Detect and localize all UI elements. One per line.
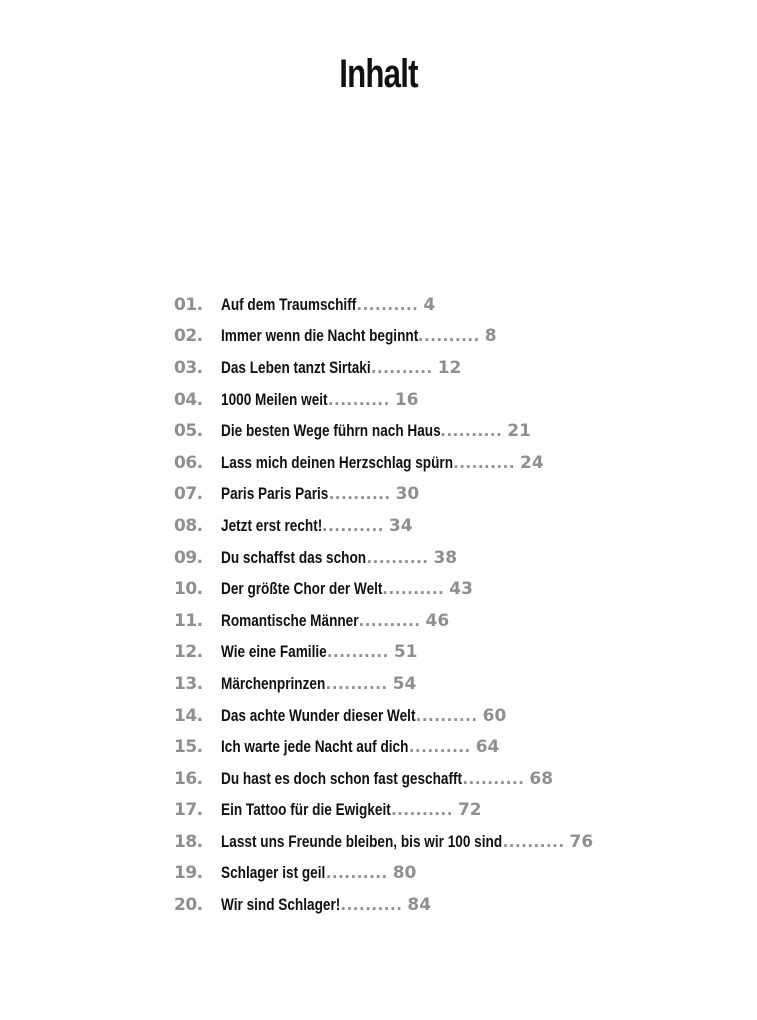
chapter-number: 20. xyxy=(174,895,203,916)
chapter-number: 07. xyxy=(174,484,203,505)
leader-dots: .......... xyxy=(382,580,445,599)
page-number: 4 xyxy=(423,294,436,315)
chapter-title: Du schaffst das schon xyxy=(221,547,367,567)
chapter-title: Ein Tattoo für die Ewigkeit xyxy=(221,800,391,820)
chapter-number: 01. xyxy=(174,294,203,315)
toc-entry-line xyxy=(221,579,473,599)
chapter-number: 03. xyxy=(174,357,203,378)
toc-entry-line xyxy=(221,453,544,473)
page-title: Inhalt xyxy=(339,52,418,96)
leader-dots: .......... xyxy=(358,611,421,630)
toc-entry-line xyxy=(221,737,499,757)
leader-dots: .......... xyxy=(340,896,403,915)
page-number: 64 xyxy=(475,737,500,758)
leader-dots: .......... xyxy=(356,295,419,314)
chapter-title: Ich warte jede Nacht auf dich xyxy=(221,737,409,757)
leader-dots: .......... xyxy=(502,832,565,851)
toc-entry xyxy=(174,510,593,542)
chapter-title: Wir sind Schlager! xyxy=(221,895,341,915)
leader-dots: .......... xyxy=(328,485,391,504)
page-number: 38 xyxy=(433,547,458,568)
chapter-title: Schlager ist geil xyxy=(221,863,326,883)
toc-entry xyxy=(174,795,593,827)
toc-entry-line xyxy=(221,421,531,441)
chapter-number: 13. xyxy=(174,673,203,694)
chapter-title: Lass mich deinen Herzschlag spürn xyxy=(221,452,454,472)
toc-entry xyxy=(174,763,593,795)
chapter-number: 05. xyxy=(174,421,203,442)
chapter-title: Immer wenn die Nacht beginnt xyxy=(221,326,419,346)
page-number: 54 xyxy=(392,673,417,694)
toc-entry-line xyxy=(221,516,413,536)
leader-dots: .......... xyxy=(370,358,433,377)
toc-entry xyxy=(174,321,593,353)
chapter-title: Jetzt erst recht! xyxy=(221,515,323,535)
chapter-title: Das achte Wunder dieser Welt xyxy=(221,705,416,725)
toc-entry-line xyxy=(221,863,416,883)
leader-dots: .......... xyxy=(326,643,389,662)
chapter-number: 15. xyxy=(174,737,203,758)
toc-entry-line xyxy=(221,800,482,820)
page-number: 80 xyxy=(392,863,417,884)
page-number: 43 xyxy=(449,579,473,600)
toc-entry-line xyxy=(221,358,461,378)
leader-dots: .......... xyxy=(327,390,390,409)
chapter-number: 08. xyxy=(174,515,203,536)
chapter-number: 16. xyxy=(174,768,203,789)
toc-entry xyxy=(174,605,593,637)
chapter-number: 18. xyxy=(174,831,203,852)
toc-entry-line xyxy=(221,484,419,504)
leader-dots: .......... xyxy=(366,548,429,567)
toc-entry xyxy=(174,889,593,921)
toc-entry-line xyxy=(221,295,435,315)
table-of-contents xyxy=(174,289,593,921)
leader-dots: .......... xyxy=(417,327,480,346)
chapter-title: Lasst uns Freunde bleiben, bis wir 100 sind xyxy=(221,831,503,851)
leader-dots: .......... xyxy=(321,516,384,535)
chapter-number: 10. xyxy=(174,579,203,600)
chapter-title: Paris Paris Paris xyxy=(221,484,329,504)
toc-entry xyxy=(174,826,593,858)
toc-entry xyxy=(174,668,593,700)
toc-entry-line xyxy=(221,548,457,568)
toc-entry xyxy=(174,573,593,605)
chapter-title: Wie eine Familie xyxy=(221,642,327,662)
page-number: 16 xyxy=(394,389,419,410)
page-number: 21 xyxy=(507,421,531,442)
chapter-number: 17. xyxy=(174,800,203,821)
chapter-number: 19. xyxy=(174,863,203,884)
page-number: 51 xyxy=(393,642,418,663)
leader-dots: .......... xyxy=(325,674,388,693)
chapter-title: Auf dem Traumschiff xyxy=(221,294,357,314)
toc-entry xyxy=(174,415,593,447)
page-number: 84 xyxy=(407,895,432,916)
toc-entry xyxy=(174,352,593,384)
page-number: 34 xyxy=(388,515,413,536)
toc-entry xyxy=(174,447,593,479)
chapter-number: 04. xyxy=(174,389,203,410)
chapter-title: Romantische Männer xyxy=(221,610,359,630)
page-number: 68 xyxy=(529,768,554,789)
page-number: 30 xyxy=(395,484,420,505)
leader-dots: .......... xyxy=(390,801,453,820)
page-number: 72 xyxy=(457,800,482,821)
page-number: 46 xyxy=(425,610,450,631)
chapter-title: Märchenprinzen xyxy=(221,673,326,693)
toc-entry-line xyxy=(221,706,506,726)
page-number: 24 xyxy=(520,452,544,473)
toc-entry xyxy=(174,700,593,732)
chapter-title: Das Leben tanzt Sirtaki xyxy=(221,357,371,377)
toc-entry-line xyxy=(221,769,553,789)
leader-dots: .......... xyxy=(325,864,388,883)
leader-dots: .......... xyxy=(453,453,516,472)
chapter-title: Die besten Wege führn nach Haus xyxy=(221,421,441,441)
toc-entry-line xyxy=(221,674,416,694)
leader-dots: .......... xyxy=(415,706,478,725)
page-number: 12 xyxy=(437,357,462,378)
toc-entry xyxy=(174,479,593,511)
toc-entry-line xyxy=(221,390,418,410)
toc-entry-line xyxy=(221,642,417,662)
toc-entry xyxy=(174,289,593,321)
toc-entry xyxy=(174,637,593,669)
toc-entry-line xyxy=(221,895,431,915)
toc-entry xyxy=(174,384,593,416)
toc-entry-line xyxy=(221,832,593,852)
toc-entry-line xyxy=(221,326,497,346)
leader-dots: .......... xyxy=(408,738,471,757)
page-number: 76 xyxy=(569,831,594,852)
leader-dots: .......... xyxy=(462,769,525,788)
chapter-number: 02. xyxy=(174,326,203,347)
chapter-title: 1000 Meilen weit xyxy=(221,389,328,409)
chapter-number: 14. xyxy=(174,705,203,726)
leader-dots: .......... xyxy=(440,422,503,441)
chapter-title: Der größte Chor der Welt xyxy=(221,579,383,599)
toc-entry-line xyxy=(221,611,449,631)
chapter-number: 06. xyxy=(174,452,203,473)
toc-entry xyxy=(174,858,593,890)
chapter-number: 11. xyxy=(174,610,203,631)
page-number: 60 xyxy=(482,705,507,726)
page-number: 8 xyxy=(484,326,497,347)
chapter-number: 12. xyxy=(174,642,203,663)
chapter-title: Du hast es doch schon fast geschafft xyxy=(221,768,463,788)
toc-entry xyxy=(174,731,593,763)
chapter-number: 09. xyxy=(174,547,203,568)
toc-entry xyxy=(174,542,593,574)
